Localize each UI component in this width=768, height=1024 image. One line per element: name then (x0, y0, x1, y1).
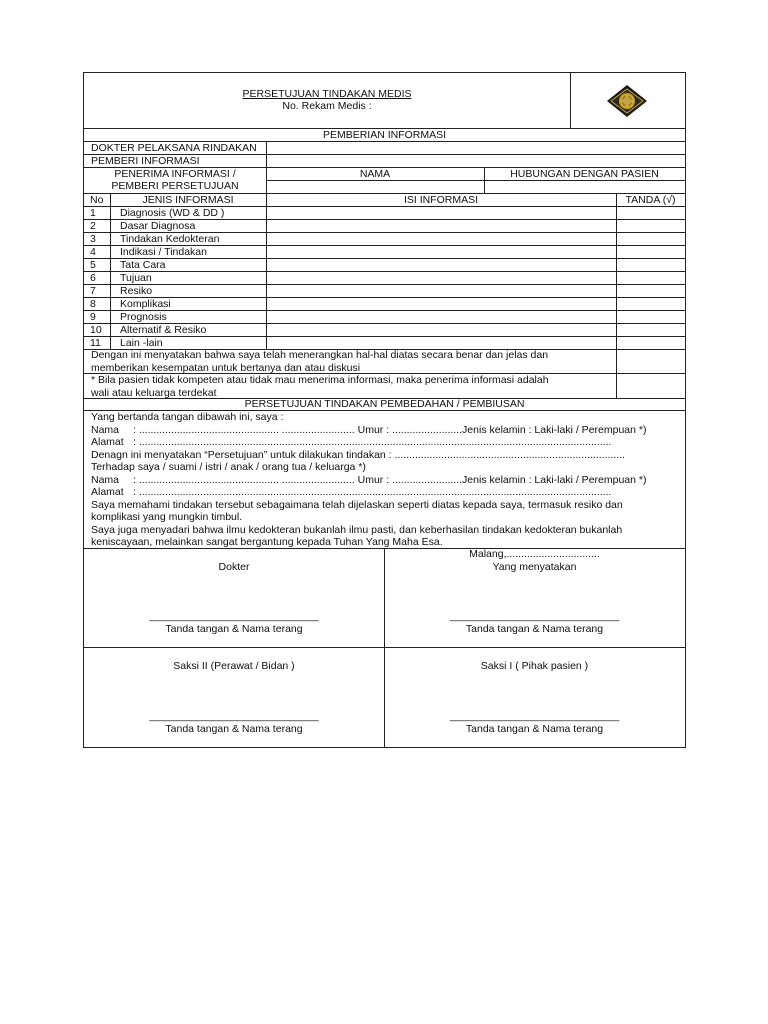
info-row-no: 5 (90, 259, 96, 271)
info-row-no: 7 (90, 285, 96, 297)
row-divider (84, 310, 685, 311)
malang-date: Malang,................................ (469, 548, 600, 560)
form-title: PERSETUJUAN TINDAKAN MEDIS (242, 88, 412, 100)
menyatakan-tanda-tangan: Tanda tangan & Nama terang (465, 623, 604, 635)
saksi1-label: Saksi I ( Pihak pasien ) (480, 660, 589, 672)
pemberi-informasi-label: PEMBERI INFORMASI (91, 155, 200, 167)
row-divider (84, 297, 685, 298)
info-row-no: 3 (90, 233, 96, 245)
consent-body (91, 411, 683, 549)
row-divider (84, 284, 685, 285)
info-row-label: Komplikasi (120, 298, 171, 310)
statement-text: Dengan ini menyatakan bahwa saya telah menerangkan hal-hal diatas secara benar dan jelas dan memberikan kesempatan untuk bertanya dan atau diskusi (91, 349, 549, 374)
consent-form (83, 72, 686, 748)
row-divider (84, 258, 685, 259)
info-row-label: Tujuan (120, 272, 152, 284)
denagn-line: Denagn ini menyatakan “Persetujuan” untuk dilakukan tindakan : ............................................................................... (91, 448, 625, 461)
menyadari-line1: Saya juga menyadari bahwa ilmu kedokteran bukanlah ilmu pasti, dan keberhasilan tindakan kedokteran bukanlah (91, 523, 623, 536)
hubungan-header: HUBUNGAN DENGAN PASIEN (510, 168, 659, 180)
info-row-no: 10 (90, 324, 102, 336)
dokter-tanda-tangan: Tanda tangan & Nama terang (165, 623, 303, 635)
dokter-label: Dokter (218, 561, 250, 573)
rekam-medis-label: No. Rekam Medis : (282, 100, 372, 112)
saksi2-label: Saksi II (Perawat / Bidan ) (173, 660, 295, 672)
info-row-no: 6 (90, 272, 96, 284)
col-jenis-header: JENIS INFORMASI (142, 194, 234, 206)
penerima-informasi-label: PENERIMA INFORMASI / (114, 168, 236, 180)
dokter-pelaksana-label: DOKTER PELAKSANA RINDAKAN (91, 142, 257, 154)
info-row-label: Dasar Diagnosa (120, 220, 196, 232)
saksi1-sign-line: _____________________________ (449, 710, 620, 722)
memahami-line2: komplikasi yang mungkin timbul. (91, 511, 243, 523)
nama2-row: Nama : ................................................ ......................... Umur : ........................Jenis kelamin : Laki-laki / Perempuan *) (91, 473, 647, 486)
col-isi-header: ISI INFORMASI (403, 194, 479, 206)
info-row-no: 8 (90, 298, 96, 310)
consent-intro: Yang bertanda tangan dibawah ini, saya : (91, 411, 284, 423)
info-row-label: Tata Cara (120, 259, 166, 271)
info-row-label: Tindakan Kedokteran (120, 233, 220, 245)
info-row-no: 9 (90, 311, 96, 323)
yang-menyatakan-label: Yang menyatakan (492, 561, 577, 573)
row-divider (84, 336, 685, 337)
info-row-no: 1 (90, 207, 96, 219)
alamat1-row: Alamat : .................................................................................................................................................................. (91, 436, 612, 448)
saksi1-tanda-tangan: Tanda tangan & Nama terang (465, 723, 604, 735)
note-text: * Bila pasien tidak kompeten atau tidak mau menerima informasi, maka penerima informasi adalah wali atau keluarga terdekat (91, 374, 549, 399)
info-row-label: Prognosis (120, 311, 167, 323)
consent-section-title: PERSETUJUAN TINDAKAN PEMBEDAHAN / PEMBIUSAN (244, 398, 525, 410)
memahami-line1: Saya memahami tindakan tersebut sebagaimana telah dijelaskan seperti diatas kepada saya, termasuk resiko dan (91, 498, 623, 511)
info-row-label: Indikasi / Tindakan (120, 246, 207, 258)
info-row-label: Alternatif & Resiko (120, 324, 207, 336)
info-section-title: PEMBERIAN INFORMASI (322, 129, 447, 141)
terhadap-line: Terhadap saya / suami / istri / anak / orang tua / keluarga *) (91, 461, 366, 473)
university-seal-icon (603, 84, 651, 118)
nama1-row: Nama : ................................................ ......................... Umur : ........................Jenis kelamin : Laki-laki / Perempuan *) (91, 423, 647, 436)
pemberi-persetujuan-label: PEMBERI PERSETUJUAN (111, 180, 239, 192)
info-row-label: Lain -lain (120, 337, 163, 349)
info-row-no: 11 (90, 337, 101, 349)
col-tanda-header: TANDA (√) (625, 194, 676, 206)
menyatakan-sign-line: _____________________________ (449, 610, 620, 622)
info-row-label: Diagnosis (WD & DD ) (120, 207, 225, 219)
info-row-no: 4 (90, 246, 96, 258)
info-row-no: 2 (90, 220, 96, 232)
col-no-header: No (90, 194, 104, 206)
saksi2-tanda-tangan: Tanda tangan & Nama terang (165, 723, 303, 735)
info-row-label: Resiko (120, 285, 153, 297)
nama-header: NAMA (359, 168, 391, 180)
dokter-sign-line: _____________________________ (149, 610, 319, 622)
alamat2-row: Alamat : .................................................................................................................................................................. (91, 486, 612, 498)
saksi2-sign-line: _____________________________ (149, 710, 319, 722)
menyadari-line2: keniscayaan, melainkan sangat bergantung kepada Tuhan Yang Maha Esa. (91, 536, 443, 548)
row-divider (84, 271, 685, 272)
